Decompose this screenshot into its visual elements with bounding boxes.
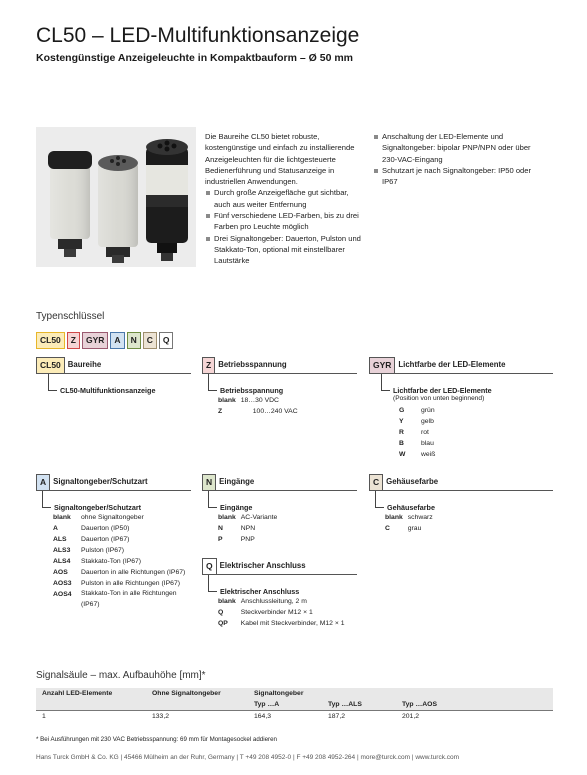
header-anzahl: Anzahl LED-Elemente <box>42 690 113 697</box>
option-row <box>53 534 185 545</box>
option-value: AC-Variante <box>240 514 278 521</box>
table-subheader-row <box>36 699 553 711</box>
code-box-gehaeuse: C <box>143 332 157 349</box>
code-box-signaltongeber: A <box>110 332 124 349</box>
option-key <box>53 600 81 609</box>
option-value: Dauerton in alle Richtungen (IP67) <box>81 569 186 576</box>
option-key: blank <box>218 397 236 404</box>
code-box-betriebsspannung: Z <box>67 332 80 349</box>
code-box-anschluss: Q <box>159 332 174 349</box>
section-label: Gehäusefarbe <box>383 474 553 491</box>
connector-line <box>42 491 51 508</box>
code-box-eingaenge: N <box>127 332 141 349</box>
option-row <box>399 427 435 438</box>
option-row <box>53 589 185 600</box>
option-row <box>399 449 435 460</box>
connector-line <box>48 374 57 391</box>
option-key: C <box>385 525 390 532</box>
option-value: Steckverbinder M12 × 1 <box>240 609 313 616</box>
option-value: (IP67) <box>81 601 100 608</box>
section-label: Elektrischer Anschluss <box>217 558 357 575</box>
connector-line <box>208 491 217 508</box>
options-table <box>218 596 344 629</box>
option-value: Pulston in alle Richtungen (IP67) <box>81 580 180 587</box>
section-label: Lichtfarbe der LED-Elemente <box>395 357 553 374</box>
section-label: Signaltongeber/Schutzart <box>50 474 191 491</box>
option-value: grün <box>421 407 435 414</box>
product-illustration <box>36 127 196 267</box>
intro-bullet: Fünf verschiedene LED-Farben, bis zu drei Farben pro Leuchte möglich <box>205 210 365 233</box>
section-key: A <box>36 474 50 491</box>
section-key: Z <box>202 357 215 374</box>
option-key: W <box>399 451 406 458</box>
section-label: Eingänge <box>216 474 357 491</box>
option-key: B <box>399 440 404 447</box>
option-row <box>399 405 435 416</box>
option-row <box>53 545 185 556</box>
option-value: Dauerton (IP50) <box>81 525 130 532</box>
option-key: AOS4 <box>53 591 72 598</box>
option-row <box>218 596 344 607</box>
option-row <box>218 618 344 629</box>
section-subtitle: Lichtfarbe der LED-Elemente <box>393 386 492 395</box>
header-typ-als: Typ …ALS <box>322 699 396 711</box>
option-key: Z <box>218 408 223 415</box>
option-value: Kabel mit Steckverbinder, M12 × 1 <box>240 620 345 627</box>
option-key: blank <box>218 514 236 521</box>
option-row <box>385 523 433 534</box>
cell-anzahl: 1 <box>42 713 46 720</box>
section-anschluss <box>202 558 357 629</box>
connector-line <box>381 374 390 391</box>
option-row <box>399 438 435 449</box>
option-key: ALS4 <box>53 558 71 565</box>
section-subtitle: Betriebsspannung <box>220 386 284 395</box>
header-typ-aos: Typ …AOS <box>396 699 553 711</box>
option-key: Y <box>399 418 404 425</box>
page-footer: Hans Turck GmbH & Co. KG | 45466 Mülheim an der Ruhr, Germany | T +49 208 4952-0 | F +49 208 4952-264 | more@turck.com | www.turck.com <box>36 754 460 761</box>
option-value: grau <box>407 525 422 532</box>
option-row <box>218 512 277 523</box>
option-value: NPN <box>240 525 256 532</box>
header-signaltongeber: Signaltongeber <box>254 690 304 697</box>
option-value: Anschlussleitung, 2 m <box>240 598 307 605</box>
section-title-signalsaeule: Signalsäule – max. Aufbauhöhe [mm]* <box>36 670 206 681</box>
options-table <box>53 512 185 609</box>
section-title-typenschluessel: Typenschlüssel <box>36 311 105 322</box>
cell-ohne: 133,2 <box>152 713 170 720</box>
section-label: Betriebsspannung <box>215 357 357 374</box>
option-value: Stakkato-Ton (IP67) <box>81 558 142 565</box>
option-value: gelb <box>421 418 434 425</box>
table-row <box>36 711 553 723</box>
option-row <box>399 416 435 427</box>
cell-typ-a: 164,3 <box>254 713 272 720</box>
options-table <box>399 405 435 460</box>
option-value: PNP <box>240 536 255 543</box>
option-key: N <box>218 525 223 532</box>
section-lichtfarbe <box>369 357 553 460</box>
connector-line <box>208 374 217 391</box>
option-row <box>53 556 185 567</box>
intro-bullet: Drei Signaltongeber: Dauerton, Pulston und Stakkato-Ton, optional mit einstellbarer Lautstärke <box>205 233 365 267</box>
footnote: * Bei Ausführungen mit 230 VAC Betriebsspannung: 69 mm für Montagesockel addieren <box>36 736 277 743</box>
option-row <box>218 607 344 618</box>
connector-line <box>375 491 384 508</box>
section-subtitle: Signaltongeber/Schutzart <box>54 503 142 512</box>
intro-right-column <box>373 131 543 187</box>
option-value: ohne Signaltongeber <box>81 514 144 521</box>
option-key: QP <box>218 620 228 627</box>
option-key: ALS3 <box>53 547 71 554</box>
section-betriebsspannung <box>202 357 357 417</box>
option-key: A <box>53 525 58 532</box>
option-value: schwarz <box>407 514 433 521</box>
section-key: GYR <box>369 357 395 374</box>
option-value: Pulston (IP67) <box>81 547 125 554</box>
section-key: N <box>202 474 216 491</box>
section-baureihe <box>36 357 191 395</box>
option-key: P <box>218 536 223 543</box>
cell-typ-aos: 201,2 <box>402 713 420 720</box>
section-key: C <box>369 474 383 491</box>
option-key: R <box>399 429 404 436</box>
section-gehaeuse <box>369 474 553 534</box>
option-key: G <box>399 407 405 414</box>
option-value: Stakkato-Ton in alle Richtungen <box>81 590 177 597</box>
cell-typ-als: 187,2 <box>328 713 346 720</box>
option-key: AOS <box>53 569 68 576</box>
options-table <box>218 512 277 545</box>
intro-bullet: Anschaltung der LED-Elemente und Signaltongeber: bipolar PNP/NPN oder über 230-VAC-Eingang <box>373 131 543 165</box>
option-key: ALS <box>53 536 67 543</box>
intro-bullet: Schutzart je nach Signaltongeber: IP50 oder IP67 <box>373 165 543 188</box>
header-typ-a: Typ …A <box>248 699 322 711</box>
code-box-baureihe: CL50 <box>36 332 65 349</box>
section-note: (Position von unten beginnend) <box>393 395 485 402</box>
option-row <box>218 523 277 534</box>
option-key: blank <box>53 514 71 521</box>
page-title: CL50 – LED-Multifunktionsanzeige <box>36 24 360 47</box>
option-row <box>218 395 298 406</box>
section-subtitle: Eingänge <box>220 503 253 512</box>
options-table <box>218 395 298 417</box>
connector-line <box>208 575 217 592</box>
intro-left-column <box>205 131 365 267</box>
section-subtitle: Elektrischer Anschluss <box>220 587 300 596</box>
header-ohne: Ohne Signaltongeber <box>152 690 221 697</box>
option-row <box>385 512 433 523</box>
section-subtitle: CL50-Multifunktionsanzeige <box>60 386 156 395</box>
section-key: CL50 <box>36 357 65 374</box>
product-photo <box>36 127 196 267</box>
section-eingaenge <box>202 474 357 545</box>
option-key: Q <box>218 609 224 616</box>
page-subtitle: Kostengünstige Anzeigeleuchte in Kompaktbauform – Ø 50 mm <box>36 52 353 64</box>
section-signaltongeber <box>36 474 191 609</box>
option-value: rot <box>421 429 429 436</box>
code-box-lichtfarbe: GYR <box>82 332 108 349</box>
option-key: blank <box>218 598 236 605</box>
type-code-row <box>36 332 173 349</box>
option-value: Dauerton (IP67) <box>81 536 130 543</box>
option-key: blank <box>385 514 403 521</box>
intro-bullet: Durch große Anzeigefläche gut sichtbar, auch aus weiter Entfernung <box>205 187 365 210</box>
option-value: 18…30 VDC <box>240 397 279 404</box>
option-row <box>53 578 185 589</box>
height-table <box>36 688 553 722</box>
option-row <box>53 512 185 523</box>
option-value: blau <box>421 440 434 447</box>
section-subtitle: Gehäusefarbe <box>387 503 435 512</box>
section-label: Baureihe <box>65 357 191 374</box>
option-value: weiß <box>421 451 436 458</box>
option-key: AOS3 <box>53 580 72 587</box>
option-row <box>53 523 185 534</box>
option-row <box>218 534 277 545</box>
options-table <box>385 512 433 534</box>
option-row <box>53 567 185 578</box>
option-row <box>53 600 185 609</box>
section-key: Q <box>202 558 217 575</box>
intro-paragraph: Die Baureihe CL50 bietet robuste, kostengünstige und einfach zu installierende Anzeigeleuchten für die lichtgesteuerte Bedienerführung und Statusanzeige in industriellen Anwendungen. <box>205 132 355 187</box>
table-header-row <box>36 688 553 699</box>
option-row <box>218 406 298 417</box>
option-value: 100…240 VAC <box>252 408 298 415</box>
